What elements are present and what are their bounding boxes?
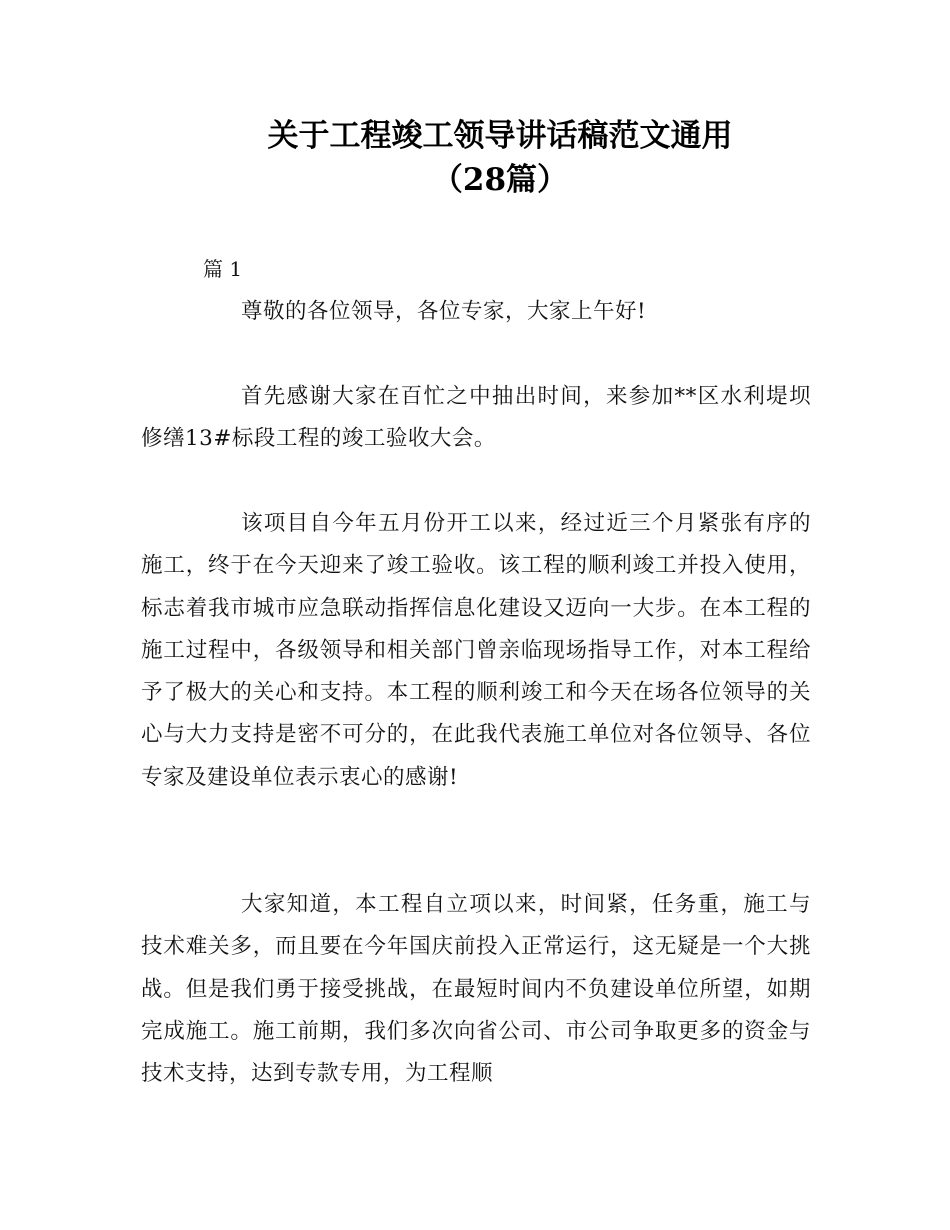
paragraph-challenge: 大家知道，本工程自立项以来，时间紧，任务重，施工与技术难关多，而且要在今年国庆前投入正常运行，这无疑是一个大挑战。但是我们勇于接受挑战，在最短时间内不负建设单位所望，如期完成施工。施工前期，我们多次向省公司、市公司争取更多的资金与技术支持，达到专款专用，为工程顺 [141,892,811,1087]
section-label: 篇 1 [203,257,243,281]
paragraph-greeting: 尊敬的各位领导，各位专家，大家上午好! [241,299,647,324]
document-title-line1: 关于工程竣工领导讲话稿范文通用 [267,118,733,154]
paragraph-thanks: 首先感谢大家在百忙之中抽出时间，来参加**区水利堤坝修缮13#标段工程的竣工验收大会。 [141,384,811,452]
document-title-line2: （28篇） [431,162,569,198]
paragraph-project: 该项目自今年五月份开工以来，经过近三个月紧张有序的施工，终于在今天迎来了竣工验收。该工程的顺利竣工并投入使用，标志着我市城市应急联动指挥信息化建设又迈向一大步。在本工程的施工过程中，各级领导和相关部门曾亲临现场指导工作，对本工程给予了极大的关心和支持。本工程的顺利竣工和今天在场各位领导的关心与大力支持是密不可分的，在此我代表施工单位对各位领导、各位专家及建设单位表示衷心的感谢! [141,511,811,790]
